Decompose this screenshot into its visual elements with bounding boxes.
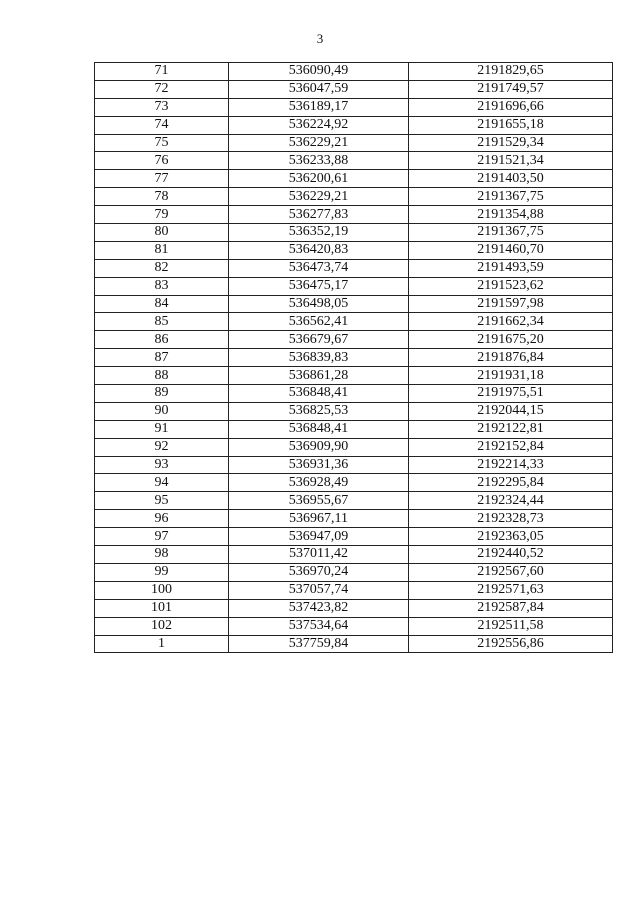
y-coordinate-cell: 2192511,58 <box>409 617 613 635</box>
x-coordinate-cell: 537423,82 <box>229 599 409 617</box>
y-coordinate-cell: 2192295,84 <box>409 474 613 492</box>
point-number-cell: 88 <box>95 367 229 385</box>
point-number-cell: 75 <box>95 134 229 152</box>
y-coordinate-cell: 2191696,66 <box>409 98 613 116</box>
y-coordinate-cell: 2191493,59 <box>409 259 613 277</box>
table-row <box>95 170 613 188</box>
x-coordinate-cell: 536090,49 <box>229 63 409 81</box>
point-number-cell: 95 <box>95 492 229 510</box>
table-row <box>95 402 613 420</box>
table-row <box>95 546 613 564</box>
y-coordinate-cell: 2192122,81 <box>409 420 613 438</box>
point-number-cell: 80 <box>95 224 229 242</box>
x-coordinate-cell: 536200,61 <box>229 170 409 188</box>
point-number-cell: 101 <box>95 599 229 617</box>
table-row <box>95 259 613 277</box>
point-number-cell: 96 <box>95 510 229 528</box>
y-coordinate-cell: 2192324,44 <box>409 492 613 510</box>
x-coordinate-cell: 536967,11 <box>229 510 409 528</box>
point-number-cell: 92 <box>95 438 229 456</box>
y-coordinate-cell: 2191523,62 <box>409 277 613 295</box>
x-coordinate-cell: 536189,17 <box>229 98 409 116</box>
table-row <box>95 599 613 617</box>
y-coordinate-cell: 2191749,57 <box>409 80 613 98</box>
y-coordinate-cell: 2191367,75 <box>409 188 613 206</box>
x-coordinate-cell: 536420,83 <box>229 241 409 259</box>
table-row <box>95 581 613 599</box>
y-coordinate-cell: 2191876,84 <box>409 349 613 367</box>
table-row <box>95 277 613 295</box>
point-number-cell: 74 <box>95 116 229 134</box>
x-coordinate-cell: 536955,67 <box>229 492 409 510</box>
table-row <box>95 116 613 134</box>
x-coordinate-cell: 536848,41 <box>229 420 409 438</box>
table-row <box>95 152 613 170</box>
point-number-cell: 98 <box>95 546 229 564</box>
table-row <box>95 420 613 438</box>
y-coordinate-cell: 2191367,75 <box>409 224 613 242</box>
point-number-cell: 78 <box>95 188 229 206</box>
y-coordinate-cell: 2191597,98 <box>409 295 613 313</box>
x-coordinate-cell: 536839,83 <box>229 349 409 367</box>
point-number-cell: 76 <box>95 152 229 170</box>
point-number-cell: 97 <box>95 528 229 546</box>
table-row <box>95 206 613 224</box>
y-coordinate-cell: 2191975,51 <box>409 385 613 403</box>
point-number-cell: 79 <box>95 206 229 224</box>
y-coordinate-cell: 2192152,84 <box>409 438 613 456</box>
point-number-cell: 87 <box>95 349 229 367</box>
y-coordinate-cell: 2192328,73 <box>409 510 613 528</box>
x-coordinate-cell: 536352,19 <box>229 224 409 242</box>
y-coordinate-cell: 2191662,34 <box>409 313 613 331</box>
x-coordinate-cell: 536947,09 <box>229 528 409 546</box>
x-coordinate-cell: 536277,83 <box>229 206 409 224</box>
y-coordinate-cell: 2192363,05 <box>409 528 613 546</box>
x-coordinate-cell: 536473,74 <box>229 259 409 277</box>
table-row <box>95 438 613 456</box>
point-number-cell: 94 <box>95 474 229 492</box>
x-coordinate-cell: 536233,88 <box>229 152 409 170</box>
x-coordinate-cell: 536562,41 <box>229 313 409 331</box>
table-row <box>95 617 613 635</box>
point-number-cell: 71 <box>95 63 229 81</box>
table-row <box>95 563 613 581</box>
x-coordinate-cell: 536861,28 <box>229 367 409 385</box>
y-coordinate-cell: 2192556,86 <box>409 635 613 653</box>
table-row <box>95 492 613 510</box>
table-row <box>95 528 613 546</box>
x-coordinate-cell: 536229,21 <box>229 188 409 206</box>
point-number-cell: 102 <box>95 617 229 635</box>
page-number: 3 <box>316 31 324 46</box>
y-coordinate-cell: 2192571,63 <box>409 581 613 599</box>
y-coordinate-cell: 2192440,52 <box>409 546 613 564</box>
x-coordinate-cell: 537759,84 <box>229 635 409 653</box>
y-coordinate-cell: 2191529,34 <box>409 134 613 152</box>
y-coordinate-cell: 2191655,18 <box>409 116 613 134</box>
table-row <box>95 98 613 116</box>
y-coordinate-cell: 2191354,88 <box>409 206 613 224</box>
table-row <box>95 510 613 528</box>
x-coordinate-cell: 536848,41 <box>229 385 409 403</box>
point-number-cell: 85 <box>95 313 229 331</box>
table-row <box>95 134 613 152</box>
x-coordinate-cell: 537057,74 <box>229 581 409 599</box>
y-coordinate-cell: 2191460,70 <box>409 241 613 259</box>
point-number-cell: 73 <box>95 98 229 116</box>
point-number-cell: 93 <box>95 456 229 474</box>
table-row <box>95 224 613 242</box>
point-number-cell: 81 <box>95 241 229 259</box>
point-number-cell: 77 <box>95 170 229 188</box>
table-row <box>95 474 613 492</box>
y-coordinate-cell: 2191403,50 <box>409 170 613 188</box>
table-row <box>95 385 613 403</box>
point-number-cell: 89 <box>95 385 229 403</box>
x-coordinate-cell: 536047,59 <box>229 80 409 98</box>
y-coordinate-cell: 2191521,34 <box>409 152 613 170</box>
table-row <box>95 295 613 313</box>
point-number-cell: 1 <box>95 635 229 653</box>
table-row <box>95 367 613 385</box>
x-coordinate-cell: 536498,05 <box>229 295 409 313</box>
point-number-cell: 72 <box>95 80 229 98</box>
table-row <box>95 63 613 81</box>
y-coordinate-cell: 2191675,20 <box>409 331 613 349</box>
point-number-cell: 91 <box>95 420 229 438</box>
point-number-cell: 82 <box>95 259 229 277</box>
y-coordinate-cell: 2191829,65 <box>409 63 613 81</box>
x-coordinate-cell: 536909,90 <box>229 438 409 456</box>
point-number-cell: 90 <box>95 402 229 420</box>
x-coordinate-cell: 537011,42 <box>229 546 409 564</box>
coordinates-table-body <box>95 63 613 653</box>
point-number-cell: 84 <box>95 295 229 313</box>
y-coordinate-cell: 2192044,15 <box>409 402 613 420</box>
x-coordinate-cell: 536679,67 <box>229 331 409 349</box>
x-coordinate-cell: 537534,64 <box>229 617 409 635</box>
x-coordinate-cell: 536931,36 <box>229 456 409 474</box>
x-coordinate-cell: 536475,17 <box>229 277 409 295</box>
x-coordinate-cell: 536229,21 <box>229 134 409 152</box>
table-row <box>95 331 613 349</box>
table-row <box>95 349 613 367</box>
point-number-cell: 100 <box>95 581 229 599</box>
x-coordinate-cell: 536928,49 <box>229 474 409 492</box>
table-row <box>95 313 613 331</box>
table-row <box>95 635 613 653</box>
x-coordinate-cell: 536224,92 <box>229 116 409 134</box>
point-number-cell: 83 <box>95 277 229 295</box>
coordinates-table <box>94 62 613 653</box>
x-coordinate-cell: 536825,53 <box>229 402 409 420</box>
y-coordinate-cell: 2192214,33 <box>409 456 613 474</box>
table-row <box>95 456 613 474</box>
y-coordinate-cell: 2192567,60 <box>409 563 613 581</box>
y-coordinate-cell: 2191931,18 <box>409 367 613 385</box>
point-number-cell: 86 <box>95 331 229 349</box>
y-coordinate-cell: 2192587,84 <box>409 599 613 617</box>
table-row <box>95 188 613 206</box>
point-number-cell: 99 <box>95 563 229 581</box>
x-coordinate-cell: 536970,24 <box>229 563 409 581</box>
table-row <box>95 80 613 98</box>
table-row <box>95 241 613 259</box>
